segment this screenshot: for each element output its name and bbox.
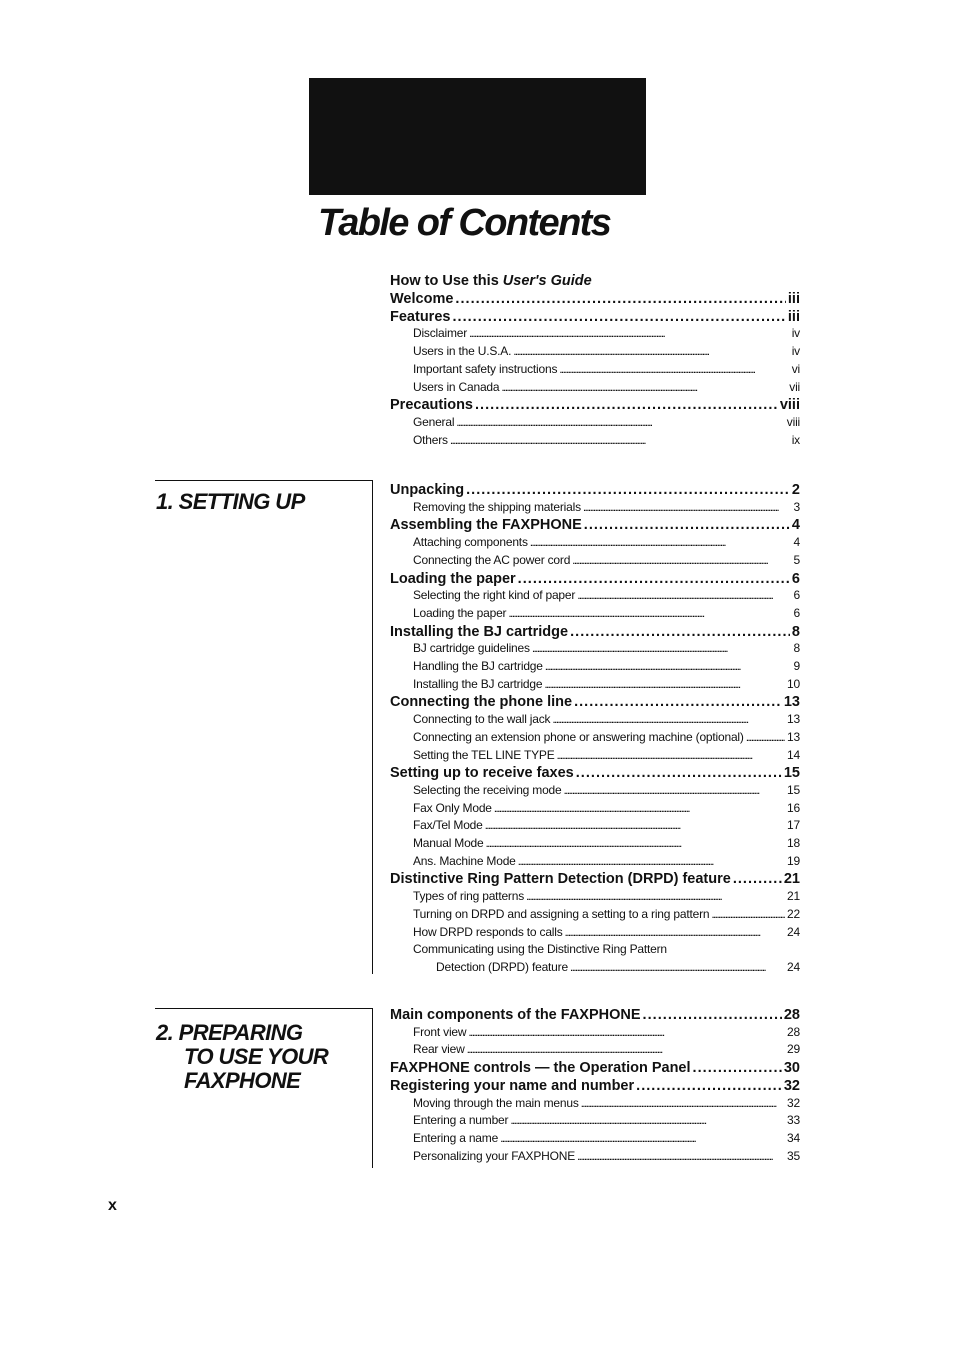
toc-entry-page: iii [787,291,800,307]
toc-entry-title: Precautions [390,397,473,414]
toc-entry-title: Features [390,308,451,325]
toc-entry [390,1060,800,1076]
toc-entry-page: ix [791,432,800,447]
toc-entry-title: Connecting an extension phone or answering machine (optional) [413,729,744,744]
toc-entry-title: Assembling the FAXPHONE [390,517,582,534]
dot-leader [711,907,785,921]
dot-leader [559,362,789,376]
toc-entry-title: Loading the paper [390,570,516,587]
dot-leader [570,960,785,974]
toc-entry-page: 9 [793,659,800,673]
dot-leader [636,1078,782,1094]
page-title: Table of Contents [318,202,611,244]
toc-entry [413,748,800,762]
toc-entry-title: Detection (DRPD) feature [436,959,568,974]
dot-leader [508,606,791,620]
section-2-top-rule [155,1008,373,1009]
toc-entry [413,362,800,376]
toc-entry-title: Handling the BJ cartridge [413,659,543,673]
toc-entry-title: Manual Mode [413,836,484,850]
toc-entry-title: Turning on DRPD and assigning a setting to a ring pattern [413,906,710,921]
dot-leader [545,659,792,673]
toc-entry [390,517,800,533]
dot-leader [455,291,786,307]
toc-entry-page: 10 [787,676,800,691]
dot-leader [733,871,782,887]
toc-entry-title: Main components of the FAXPHONE [390,1007,641,1023]
dot-leader [746,730,785,744]
toc-entry-title: Connecting to the wall jack [413,712,551,727]
dot-leader [466,482,790,498]
dot-leader [469,326,790,340]
toc-entry [390,765,800,781]
section-1-heading [156,490,305,514]
toc-entry-title: General [413,414,455,429]
dot-leader [570,624,790,640]
toc-entry-page: 21 [783,871,800,888]
toc-entry-page: 32 [783,1077,800,1094]
toc-entry-title: Personalizing your FAXPHONE [413,1148,576,1163]
dot-leader [526,889,785,903]
toc-entry-page: viii [786,414,800,429]
toc-entry [413,854,800,868]
dot-leader [581,1096,785,1110]
toc-entry [413,344,800,358]
toc-entry [413,1025,800,1039]
toc-entry [413,1131,800,1145]
toc-entry-page: 34 [787,1130,800,1145]
toc-entry-page: 6 [793,588,800,603]
toc-entry-title: Entering a number [413,1113,509,1128]
section-heading-line: TO USE YOUR [184,1044,329,1069]
toc-entry [390,1007,800,1023]
toc-entry-page: 6 [793,605,800,620]
section-1-top-rule [155,480,373,481]
intro-heading [390,273,800,289]
toc-entry [413,889,800,903]
dot-leader [564,783,786,797]
toc-entry-title: Setting the TEL LINE TYPE [413,747,555,762]
toc-entry [390,571,800,587]
toc-entry-page: 18 [787,836,800,850]
dot-leader [565,925,786,939]
dot-leader [552,712,785,726]
toc-entry [390,1078,800,1094]
intro-heading-text: How to Use this [390,273,503,289]
toc-entry-title: Distinctive Ring Pattern Detection (DRPD) feature [390,871,731,888]
section-2-side-rule [372,1008,373,1168]
toc-entry-title: Attaching components [413,535,528,550]
toc-entry-page: 21 [787,889,800,904]
dot-leader [557,748,786,762]
toc-entry [413,380,800,394]
dot-leader [518,854,785,868]
dot-leader [530,535,792,549]
toc-entry-page: 13 [783,694,800,711]
toc-entry-title: Front view [413,1024,467,1039]
dot-leader [452,309,785,325]
toc-entry-title: BJ cartridge guidelines [413,641,530,656]
toc-entry-page: 14 [787,747,800,762]
toc-entry-title: Setting up to receive faxes [390,765,574,782]
toc-entry-page: iv [791,344,800,359]
dot-leader [574,694,782,710]
toc-entry-title: Unpacking [390,482,465,498]
toc-entry [390,871,800,887]
toc-entry [413,606,800,620]
toc-entry-page: 30 [783,1060,800,1077]
toc-entry [413,433,800,447]
dot-leader [583,500,792,514]
page-number: x [108,1197,117,1214]
dot-leader [485,818,785,832]
toc-entry-page: 13 [787,712,800,727]
toc-entry-title: Disclaimer [413,326,468,341]
toc-entry-title: Rear view [413,1042,465,1057]
toc-entry [413,925,800,939]
toc-entry-page: vi [791,361,800,376]
toc-entry-page: 15 [787,782,800,797]
toc-entry-page: 5 [793,552,800,567]
section-heading-line: 2. PREPARING [156,1020,303,1045]
toc-entry-page: 8 [791,623,800,640]
dot-leader [468,1025,785,1039]
toc-entry-page: vii [789,379,800,394]
toc-entry-page: 22 [787,906,800,921]
dot-leader [576,765,782,781]
dot-leader [544,677,785,691]
toc-entry [413,1042,800,1056]
section-heading-line: 1. SETTING UP [156,489,305,514]
toc-entry [413,535,800,549]
toc-entry-page: 19 [787,853,800,868]
toc-entry-title: Ans. Machine Mode [413,853,516,868]
toc-entry [413,907,800,921]
toc-entry [436,960,800,974]
toc-entry-page: 16 [787,800,800,815]
toc-entry-title: Connecting the phone line [390,694,573,711]
dot-leader [500,1131,785,1145]
toc-entry [413,783,800,797]
toc-entry-title: Installing the BJ cartridge [413,676,543,691]
toc-entry [413,415,800,429]
dot-leader [486,836,786,850]
toc-entry-page: iv [791,326,800,341]
dot-leader [510,1113,785,1127]
toc-entry-title: Welcome [390,291,454,307]
section-2-heading [156,1021,328,1093]
section-heading-line: FAXPHONE [184,1068,301,1093]
toc-entry [413,659,800,673]
toc-entry-page: 32 [787,1095,800,1110]
toc-entry-title: Selecting the receiving mode [413,782,562,797]
toc-entry-page: 13 [787,729,800,744]
toc-entry-title: Connecting the AC power cord [413,552,571,567]
toc-entry-title: Communicating using the Distinctive Ring Pattern [413,942,667,957]
toc-entry-page: 33 [787,1113,800,1128]
toc-entry-page: 28 [783,1007,800,1023]
dot-leader [577,588,791,602]
toc-entry [413,730,800,744]
toc-entry [390,309,800,325]
dot-leader [518,571,790,587]
toc-entry-title: Important safety instructions [413,361,558,376]
toc-entry-title: How DRPD responds to calls [413,924,563,939]
toc-entry [390,482,800,498]
toc-entry [390,624,800,640]
toc-entry [413,801,800,815]
toc-entry [413,818,800,832]
toc-entry-title: Others [413,432,448,447]
toc-entry-page: viii [779,397,800,414]
toc-entry-page: 4 [793,535,800,550]
toc-entry-page: 3 [793,499,800,514]
toc-entry [413,712,800,726]
toc-entry-page: 4 [791,517,800,534]
toc-entry-title: Removing the shipping materials [413,499,581,514]
toc-entry [413,553,800,567]
dot-leader [532,641,792,655]
dot-leader [475,397,778,413]
toc-entry [413,1149,800,1163]
toc-entry-title: Loading the paper [413,605,507,620]
dot-leader [456,415,785,429]
toc-entry-title: Types of ring patterns [413,889,524,904]
toc-entry [413,942,800,956]
toc-entry-title: FAXPHONE controls — the Operation Panel [390,1060,691,1077]
toc-entry-page: 24 [787,924,800,939]
toc-entry-page: 6 [791,570,800,587]
toc-entry [390,397,800,413]
dot-leader [693,1060,782,1076]
intro-heading-italic: User's Guide [502,273,592,289]
toc-entry-title: Installing the BJ cartridge [390,623,569,640]
toc-entry [413,326,800,340]
toc-entry [413,1096,800,1110]
toc-entry-page: 24 [787,959,800,974]
toc-entry-title: Selecting the right kind of paper [413,588,576,603]
toc-entry [390,291,800,307]
toc-entry-page: iii [787,308,800,325]
toc-entry-title: Entering a name [413,1130,499,1145]
toc-entry [413,641,800,655]
section-1-side-rule [372,480,373,974]
dot-leader [494,801,785,815]
toc-entry-title: Users in Canada [413,379,500,394]
dot-leader [643,1007,782,1023]
toc-entry-page: 17 [787,818,800,833]
toc-entry-page: 28 [787,1024,800,1039]
toc-entry-title: Registering your name and number [390,1077,635,1094]
toc-entry [413,836,800,850]
title-banner-block [309,78,646,195]
toc-entry-page: 2 [791,482,800,498]
toc-entry [413,1113,800,1127]
toc-entry-page: 15 [783,765,800,782]
dot-leader [577,1149,785,1163]
dot-leader [584,517,790,533]
toc-entry-title: Moving through the main menus [413,1095,579,1110]
dot-leader [513,344,789,358]
dot-leader [467,1042,785,1056]
dot-leader [501,380,787,394]
toc-entry [413,588,800,602]
toc-entry-page: 29 [787,1042,800,1057]
toc-entry [413,677,800,691]
toc-entry [413,500,800,514]
toc-entry [390,694,800,710]
toc-entry-title: Users in the U.S.A. [413,344,512,359]
toc-entry-page: 35 [787,1148,800,1163]
dot-leader [450,433,790,447]
dot-leader [572,553,791,567]
toc-entry-title: Fax/Tel Mode [413,818,483,833]
toc-entry-page: 8 [793,641,800,656]
toc-entry-title: Fax Only Mode [413,800,492,815]
